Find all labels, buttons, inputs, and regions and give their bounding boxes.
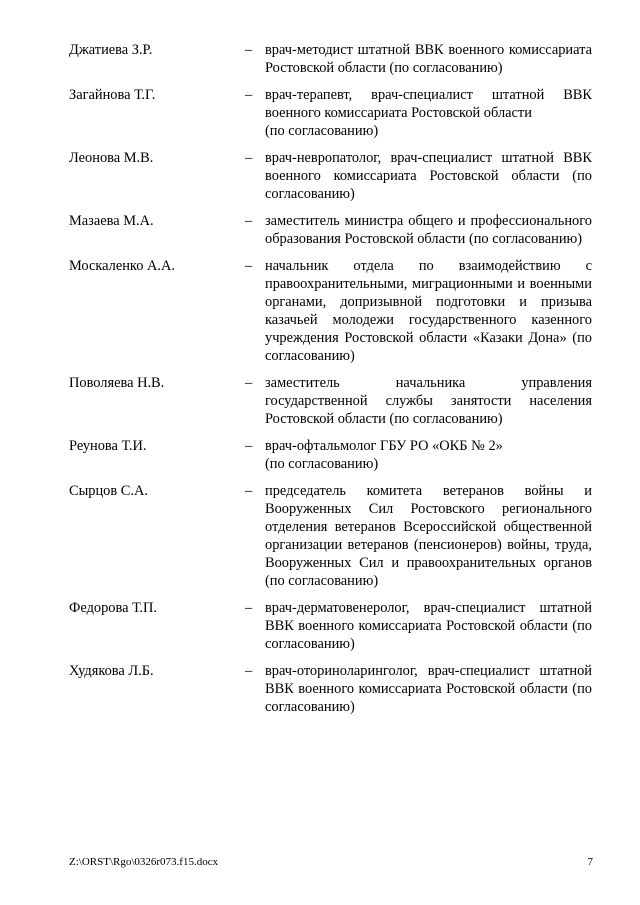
- separator-dash: –: [245, 42, 253, 58]
- separator-dash: –: [245, 600, 253, 616]
- member-position: заместитель начальника управления государственной службы занятости населения Ростовской области (по согласованию): [265, 375, 592, 427]
- member-name: Леонова М.В.: [69, 150, 154, 166]
- member-position: врач-методист штатной ВВК военного комиссариата Ростовской области (по согласованию): [265, 42, 592, 76]
- list-item: [69, 86, 593, 140]
- commission-member-list: [69, 41, 593, 725]
- member-position: председатель комитета ветеранов войны и Вооруженных Сил Ростовского регионального отделения ветеранов Всероссийской общественной организации ветеранов (пенсионеров) войны, труда, Вооруженных Сил и правоохранительных органов (по согласованию): [265, 483, 592, 589]
- separator-dash: –: [245, 375, 253, 391]
- member-name: Загайнова Т.Г.: [69, 87, 156, 103]
- member-name: Федорова Т.П.: [69, 600, 158, 616]
- list-item: [69, 212, 593, 248]
- member-name: Худякова Л.Б.: [69, 663, 154, 679]
- member-position: заместитель министра общего и профессионального образования Ростовской области (по согласованию): [265, 213, 592, 247]
- member-name: Сырцов С.А.: [69, 483, 148, 499]
- member-position: врач-невропатолог, врач-специалист штатной ВВК военного комиссариата Ростовской области (по согласованию): [265, 150, 592, 202]
- list-item: [69, 149, 593, 203]
- separator-dash: –: [245, 87, 253, 103]
- list-item: [69, 41, 593, 77]
- separator-dash: –: [245, 483, 253, 499]
- separator-dash: –: [245, 258, 253, 274]
- file-path-footer: Z:\ORST\Rgo\0326r073.f15.docx: [69, 856, 219, 868]
- member-position: врач-оториноларинголог, врач-специалист штатной ВВК военного комиссариата Ростовской области (по согласованию): [265, 663, 592, 715]
- member-name: Джатиева З.Р.: [69, 42, 153, 58]
- list-item: [69, 257, 593, 365]
- list-item: [69, 482, 593, 590]
- member-name: Мазаева М.А.: [69, 213, 154, 229]
- member-name: Поволяева Н.В.: [69, 375, 165, 391]
- member-position: врач-офтальмолог ГБУ РО «ОКБ № 2» (по согласованию): [265, 438, 503, 472]
- separator-dash: –: [245, 213, 253, 229]
- member-position: врач-терапевт, врач-специалист штатной ВВК военного комиссариата Ростовской области (по согласованию): [265, 87, 592, 139]
- page-number: 7: [587, 856, 593, 868]
- member-position: врач-дерматовенеролог, врач-специалист штатной ВВК военного комиссариата Ростовской области (по согласованию): [265, 600, 592, 652]
- separator-dash: –: [245, 663, 253, 679]
- separator-dash: –: [245, 150, 253, 166]
- member-position: начальник отдела по взаимодействию с правоохранительными, миграционными и военными органами, допризывной подготовки и призыва казачьей молодежи государственного казенного учреждения Ростовской области «Казаки Дона» (по согласованию): [265, 258, 592, 364]
- separator-dash: –: [245, 438, 253, 454]
- list-item: [69, 662, 593, 716]
- list-item: [69, 599, 593, 653]
- member-name: Реунова Т.И.: [69, 438, 147, 454]
- list-item: [69, 374, 593, 428]
- member-name: Москаленко А.А.: [69, 258, 175, 274]
- list-item: [69, 437, 593, 473]
